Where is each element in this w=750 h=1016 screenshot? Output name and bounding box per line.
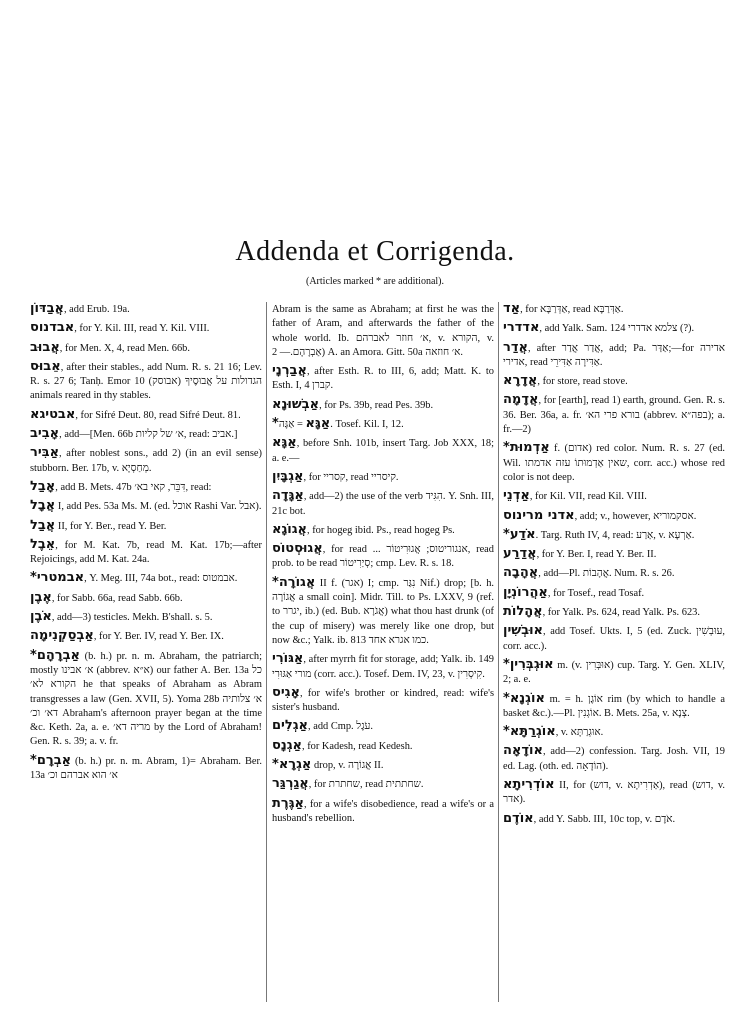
- entry-headword: *אוֹגְרַתָּא: [503, 724, 556, 740]
- entry-headword: אַבְסַקְנִימָה: [30, 628, 94, 644]
- entry-headword: אֲבַל: [30, 517, 56, 533]
- entry-headword: אָבִיב: [30, 426, 60, 442]
- entry-text: m. = h. אוֹגֶן rim (by which to handle a basket &c.).—Pl. אוֹגְנִין. B. Mets. 25a, v. צְנָא.: [503, 693, 725, 719]
- entry-headword: אַהֲרוֹנְיָן: [503, 584, 548, 600]
- entry-headword: אַד: [503, 302, 521, 316]
- dictionary-entry: [503, 658, 725, 688]
- entry-text: m. (v. אוּבְּרִין) cup. Targ. Y. Gen. XLIV, 2; a. e.: [503, 659, 725, 686]
- entry-text: , for Men. X, 4, read Men. 66b.: [59, 342, 190, 354]
- entry-headword: אֵבוּס: [30, 358, 61, 374]
- dictionary-entry: [503, 566, 725, 581]
- dictionary-entry: [503, 692, 725, 722]
- entry-text: , for store, read stove.: [537, 376, 628, 388]
- dictionary-entry: [30, 649, 262, 750]
- dictionary-entry: [503, 441, 725, 485]
- dictionary-entry: [30, 499, 262, 514]
- entry-headword: אַגְנָס: [272, 737, 302, 753]
- entry-headword: אַגְלִים: [272, 718, 309, 734]
- column-1: [30, 302, 262, 1002]
- dictionary-entry: [503, 302, 725, 317]
- entry-text: , add; v., however, אסקמוריא.: [574, 510, 697, 522]
- entry-headword: אֲבוּב: [30, 339, 60, 355]
- entry-text: , for Sifré Deut. 80, read Sifré Deut. 81.: [75, 409, 241, 421]
- dictionary-entry: [503, 547, 725, 562]
- column-divider: [266, 302, 267, 1002]
- entry-headword: אוֹדֶם: [503, 810, 534, 826]
- dictionary-entry: [30, 591, 262, 606]
- dictionary-entry: [30, 341, 262, 356]
- entry-text: , after noblest sons., add 2) (in an evil sense) stubborn. Ber. 17b, v. מְחַסְיָא.: [30, 448, 262, 474]
- entry-headword: אֲגוּסְטוֹס: [272, 541, 323, 557]
- entry-headword: *אוֹגְנָא: [503, 690, 545, 706]
- entry-headword: אָבַל: [30, 478, 56, 494]
- entry-headword: *אַגְרָא: [272, 757, 312, 773]
- page-subtitle: (Articles marked * are additional).: [306, 276, 444, 287]
- entry-headword: אֲגַרְגַּר: [272, 776, 309, 792]
- entry-text: , add—3) testicles. Mekh. B'shall. s. 5.: [51, 612, 213, 624]
- entry-headword: אבטיגא: [30, 406, 76, 422]
- dictionary-entry: [30, 571, 262, 586]
- dictionary-entry: [503, 624, 725, 654]
- dictionary-entry: [30, 629, 262, 644]
- dictionary-entry: [272, 797, 494, 827]
- dictionary-entry: [30, 302, 262, 317]
- dictionary-entry: [30, 480, 262, 495]
- entry-text: , for read ... אנגוריטוס; אֲגוּרִיטוֹר, read prob. to be read סְיַרִיטוֹר; cmp. Lev. R. s. 18.: [272, 544, 494, 570]
- entry-headword: אַגָּדָה: [272, 488, 304, 504]
- entry-text: , Y. Meg. III, 74a bot., read: אבמטוס.: [84, 573, 238, 585]
- entry-text: (b. h.) pr. n. m. Abraham, the patriarch; mostly א׳ אבינו (abbrev. א״א) our father A. Ber. 13a כל הקורא לא׳ he that speaks of Abraham as Abram transgresses a law (Gen. XVII, 5). Yoma 28b א׳ צלותיה דא׳ וכ׳ Abraham's afternoon prayer began at the time &c. Keth. 2a, a. e. מריה דא׳ by the Lord of Abraham! Gen. R. s. 39; a. v. fr.: [30, 650, 262, 748]
- dictionary-entry: [272, 398, 494, 413]
- entry-headword: אֲדָרָא: [503, 373, 538, 389]
- dictionary-entry: [272, 652, 494, 682]
- entry-text: , v. אוּגְרַתָּא.: [555, 727, 604, 739]
- entry-text: II f. (אגר) I; cmp. נִגַּר Nif.) drop; [b. h. אֲגוֹרָה a small coin]. Midr. Till. to Ps. LXXV, 9 (ref. to יגרר, ib.) (ed. Bub. אֲגֹרָא) what thou hast drunk (of the cup of misery) was merely like one drop, but now &c.; Yalk. ib. 813 כמו אגרא אחד.: [272, 577, 494, 646]
- dictionary-entry: [30, 446, 262, 476]
- entry-headword: אֲבָל: [30, 498, 56, 514]
- entry-text: II, for (דוש, v. אַדְרִיתָא), read (דוש, v. אדר).: [503, 780, 725, 806]
- entry-text: , for Y. Kil. III, read Y. Kil. VIII.: [74, 323, 210, 335]
- entry-headword: אֲבַדּוֹן: [30, 302, 64, 316]
- entry-headword: אוֹדְרִיתָא: [503, 777, 555, 793]
- entry-text: , for אַדְּרַבָּא, read אַדְּרַבָּא.: [520, 304, 624, 315]
- entry-headword: אֲבַרְנָי: [272, 363, 307, 379]
- entry-text: , for a wife's disobedience, read a wife's or a husband's rebellion.: [272, 798, 494, 824]
- dictionary-entry: [503, 341, 725, 371]
- entry-headword: *אַגָּא: [272, 416, 331, 432]
- entry-headword: אַדְנֵי: [503, 488, 530, 504]
- entry-text: = אַגָּה. Tosef. Kil. I, 12.: [278, 419, 404, 431]
- entry-text: , for שחתרת, read שחתתית.: [308, 779, 424, 791]
- column-2: [272, 302, 494, 1002]
- entry-text: . Targ. Ruth IV, 4, read: אַרַע, v. אַרְעָא.: [535, 529, 695, 541]
- entry-text: , add Erub. 19a.: [63, 304, 130, 315]
- entry-headword: *אוּגְבְּרִין: [503, 656, 554, 672]
- dictionary-entry: [503, 725, 725, 740]
- entry-headword: אֵבֶל: [30, 536, 56, 552]
- dictionary-entry: [272, 523, 494, 538]
- entry-text: , for Kil. VII, read Kil. VIII.: [529, 491, 647, 503]
- entry-text: , after Esth. R. to III, 6, add; Matt. K. to Esth. I, 4 קברן.: [272, 366, 494, 392]
- dictionary-entry: [503, 605, 725, 620]
- entry-headword: אדני מרינוס: [503, 507, 575, 523]
- entry-text: , for [earth], read 1) earth, ground. Gen. R. s. 36. Ber. 36a, a. fr. בורא פרי הא׳ (abbrev. בפה״א); a. fr.—2): [503, 395, 725, 436]
- dictionary-entry: [503, 393, 725, 437]
- dictionary-entry: [503, 812, 725, 827]
- entry-text: , after their stables., add Num. R. s. 21 16; Lev. R. s. 27 6; Tanḥ. Emor 10 (אבוסק) הגדולות על אֲבוּסֶיךָ animals reared in thy stables.: [30, 361, 262, 402]
- entry-headword: *אבמטרי: [30, 570, 85, 586]
- entry-headword: אַגֶּרֶת: [272, 795, 304, 811]
- entry-headword: אֲהָלוֹת: [503, 604, 543, 620]
- dictionary-entry: [272, 758, 494, 773]
- dictionary-entry: [30, 408, 262, 423]
- dictionary-entry: [30, 321, 262, 336]
- dictionary-entry: [272, 417, 494, 432]
- column-3: [503, 302, 725, 1002]
- entry-headword: אַגָּא: [272, 435, 297, 451]
- entry-text: , after myrrh fit for storage, add; Yalk. ib. 149 מורי אַגּוּרִי (corr. acc.). Tosef. Dem. IV, 23, v. קִיסְרִין.: [272, 654, 494, 680]
- entry-text: , add Tosef. Ukts. I, 5 (ed. Zuck. עוּבְשִׁין, corr. acc.).: [503, 626, 725, 652]
- entry-text: , add—2) the use of the verb הִגִּיד. Y. Snh. III, 21c bot.: [272, 491, 494, 517]
- dictionary-entry: [272, 719, 494, 734]
- entry-headword: *אֲגוֹרָה: [272, 574, 316, 590]
- entry-text: , before Snh. 101b, insert Targ. Job XXX, 18; a. e.—: [272, 438, 494, 464]
- entry-headword: אֲדַרַע: [503, 546, 537, 562]
- entry-text: , after אֲדַר אֲדַר, add; Pa. אַדַּר;—for אדירה אדירי, read אַדִּירָה אַדִּירֵי.: [503, 342, 725, 368]
- entry-text: I, add Pes. 53a Ms. M. (ed. אוכל Rashi Var. אבל).: [55, 501, 262, 513]
- dictionary-entry: [272, 470, 494, 485]
- entry-text: , add—[Men. 66b א׳ של קליות, read: אביב.]: [59, 429, 238, 441]
- dictionary-entry: [272, 686, 494, 716]
- entry-headword: אֲדַר: [503, 339, 528, 355]
- dictionary-entry: [503, 509, 725, 524]
- dictionary-entry: [503, 528, 725, 543]
- dictionary-entry: [30, 610, 262, 625]
- dictionary-entry: [30, 360, 262, 404]
- dictionary-entry: [272, 436, 494, 466]
- column-divider: [498, 302, 499, 1002]
- dictionary-entry: [503, 321, 725, 336]
- entry-text: , add Yalk. Sam. 124 צלמא אדדרי (?).: [539, 323, 695, 335]
- entry-headword: אֲהָבָה: [503, 565, 539, 581]
- entry-text: , for hogeg ibid. Ps., read hogeg Ps.: [307, 524, 455, 536]
- entry-headword: אֹבֶן: [30, 609, 52, 625]
- entry-headword: אַבִּיר: [30, 445, 60, 461]
- entry-text: , for Ps. 39b, read Pes. 39b.: [319, 399, 434, 411]
- entry-headword: אָגִיס: [272, 684, 300, 700]
- entry-headword: *אַבְרָם: [30, 752, 72, 768]
- entry-text: , add—Pl. אֲהָבוֹת. Num. R. s. 26.: [538, 568, 675, 580]
- dictionary-entry: [503, 374, 725, 389]
- entry-text: f. (אדום) red color. Num. R. s. 27 (ed. Wil. שאין אַדְמוּתוֹ עזה אדמתו, corr. acc.) whose red color is not deep.: [503, 443, 725, 483]
- entry-headword: אוֹדָאָה: [503, 743, 543, 759]
- entry-headword: *אַבְרָהָם: [30, 647, 81, 663]
- entry-text: , add B. Mets. 47b דִּבֵּר, קאי בא׳, read:: [55, 481, 212, 493]
- entry-text: , for Yalk. Ps. 624, read Yalk. Ps. 623.: [542, 607, 700, 619]
- dictionary-entry: [272, 489, 494, 519]
- dictionary-entry: [30, 519, 262, 534]
- entry-text: , add Y. Sabb. III, 10c top, v. אֹדֶם.: [533, 813, 676, 825]
- entry-headword: אדדרי: [503, 320, 540, 336]
- entry-text: , for Y. Ber. I, read Y. Ber. II.: [536, 549, 657, 561]
- entry-headword: *אֹדַע: [503, 526, 536, 542]
- dictionary-entry: [272, 576, 494, 648]
- dictionary-entry: [272, 302, 494, 360]
- entry-text: , for Sabb. 66a, read Sabb. 66b.: [51, 592, 183, 604]
- dictionary-entry: [503, 489, 725, 504]
- entry-text: Abram is the same as Abraham; at first he was the father of Aram, and afterwards the father of the whole world. Ib. א׳ חוזר לאברהם, v. הקורא, v. אַבְרָהָם.— 2) A. an Amora. Gitt. 50a א׳ חוזאה.: [272, 304, 494, 358]
- entry-text: , for wife's brother or kindred, read: wife's sister's husband.: [272, 687, 494, 714]
- dictionary-entry: [272, 739, 494, 754]
- entry-text: , for Y. Ber. IV, read Y. Ber. IX.: [93, 631, 224, 643]
- entry-headword: אֶבֶן: [30, 589, 52, 605]
- entry-text: , for M. Kat. 7b, read M. Kat. 17b;—after Rejoicings, add M. Kat. 24a.: [30, 539, 262, 566]
- entry-text: (b. h.) pr. n. m. Abram, 1)= Abraham. Ber. 13a א׳ הוא אברהם וכ׳: [30, 755, 262, 782]
- entry-headword: אַגְבָּיִן: [272, 468, 304, 484]
- dictionary-entry: [503, 586, 725, 601]
- dictionary-entry: [30, 754, 262, 784]
- entry-text: , for Kadesh, read Kedesh.: [302, 740, 413, 752]
- dictionary-entry: [30, 427, 262, 442]
- entry-headword: אֲדָמָה: [503, 392, 539, 408]
- entry-headword: אַבְשׁוּנָא: [272, 396, 320, 412]
- entry-text: , for קסריי, read קיסריי.: [303, 471, 399, 483]
- dictionary-entry: [272, 777, 494, 792]
- entry-headword: אבדנוס: [30, 320, 75, 336]
- entry-text: , add Cmp. עֹגֶל.: [308, 721, 374, 733]
- dictionary-entry: [30, 538, 262, 568]
- dictionary-entry: [503, 778, 725, 808]
- entry-headword: אַגּוֹרִי: [272, 651, 304, 667]
- entry-text: , add—2) confession. Targ. Josh. VII, 19 ed. Lag. (oth. ed. הוֹדָאָה).: [503, 746, 725, 772]
- entry-text: II, for Y. Ber., read Y. Ber.: [55, 520, 167, 532]
- entry-headword: אֲגוֹגָא: [272, 521, 308, 537]
- entry-headword: *אַדְמוּת: [503, 440, 550, 456]
- dictionary-entry: [272, 542, 494, 572]
- entry-text: drop, v. אֲגוֹרָה II.: [311, 760, 384, 772]
- dictionary-entry: [503, 744, 725, 774]
- page-title: Addenda et Corrigenda.: [235, 236, 515, 267]
- entry-headword: אוּבְשִׁין: [503, 623, 544, 639]
- entry-text: , for Tosef., read Tosaf.: [547, 587, 645, 599]
- dictionary-entry: [272, 364, 494, 394]
